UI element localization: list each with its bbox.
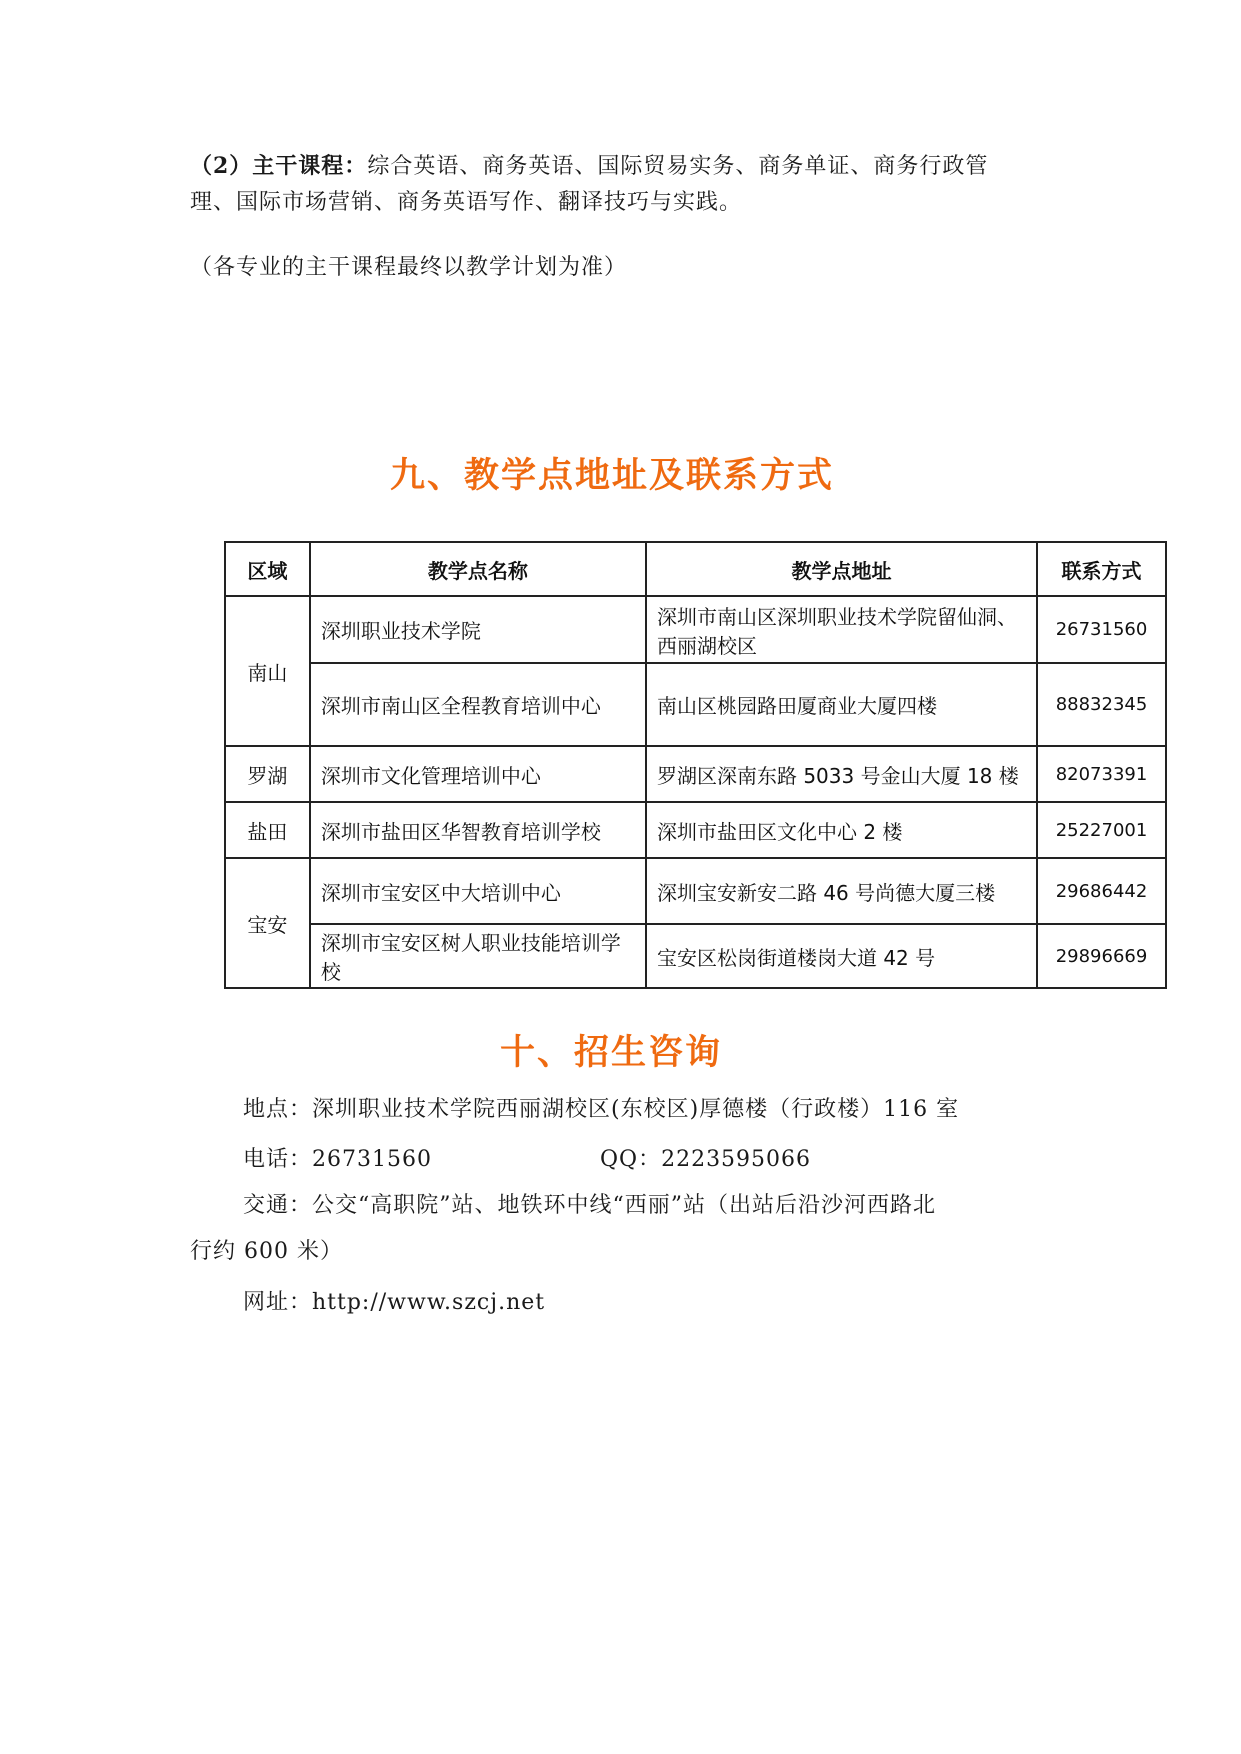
teaching-sites-table [224, 541, 1167, 989]
section-9-heading: 九、教学点地址及联系方式 [390, 456, 835, 496]
table-row [225, 746, 1166, 802]
transport-line: 交通：公交“高职院”站、地铁环中线“西丽”站（出站后沿沙河西路北 [243, 1193, 936, 1218]
header-site-name: 教学点名称 [310, 542, 646, 596]
site-name-cell: 深圳职业技术学院 [310, 596, 646, 663]
site-name-cell: 深圳市盐田区华智教育培训学校 [310, 802, 646, 858]
phone-line: 电话：26731560 [243, 1147, 432, 1172]
courses-label: （2）主干课程： [190, 153, 368, 179]
qq-line: QQ：2223595066 [600, 1147, 812, 1172]
region-cell: 盐田 [225, 802, 310, 858]
site-phone-cell: 82073391 [1037, 746, 1166, 802]
site-address-cell: 罗湖区深南东路 5033 号金山大厦 18 楼 [646, 746, 1037, 802]
website-link[interactable]: 网址：http://www.szcj.net [243, 1290, 546, 1315]
table-row [225, 663, 1166, 746]
site-phone-cell: 29686442 [1037, 858, 1166, 924]
site-name-cell: 深圳市南山区全程教育培训中心 [310, 663, 646, 746]
site-address-cell: 深圳市南山区深圳职业技术学院留仙洞、西丽湖校区 [646, 596, 1037, 663]
site-address-cell: 深圳宝安新安二路 46 号尚德大厦三楼 [646, 858, 1037, 924]
courses-text-line2: 理、国际市场营销、商务英语写作、翻译技巧与实践。 [190, 190, 743, 215]
region-cell: 南山 [225, 596, 310, 746]
site-name-cell: 深圳市宝安区中大培训中心 [310, 858, 646, 924]
header-contact: 联系方式 [1037, 542, 1166, 596]
table-row [225, 858, 1166, 924]
site-name-cell: 深圳市宝安区树人职业技能培训学校 [310, 924, 646, 988]
site-phone-cell: 88832345 [1037, 663, 1166, 746]
section-10-heading: 十、招生咨询 [500, 1033, 723, 1073]
table-row [225, 596, 1166, 663]
site-phone-cell: 26731560 [1037, 596, 1166, 663]
site-phone-cell: 29896669 [1037, 924, 1166, 988]
region-cell: 罗湖 [225, 746, 310, 802]
table-header-row [225, 542, 1166, 596]
header-site-address: 教学点地址 [646, 542, 1037, 596]
table-row [225, 802, 1166, 858]
courses-paragraph [190, 148, 1070, 221]
site-address-cell: 南山区桃园路田厦商业大厦四楼 [646, 663, 1037, 746]
table-row [225, 924, 1166, 988]
courses-text: 综合英语、商务英语、国际贸易实务、商务单证、商务行政管 [367, 154, 989, 179]
site-name-cell: 深圳市文化管理培训中心 [310, 746, 646, 802]
site-address-cell: 宝安区松岗街道楼岗大道 42 号 [646, 924, 1037, 988]
site-address-cell: 深圳市盐田区文化中心 2 楼 [646, 802, 1037, 858]
location-line: 地点：深圳职业技术学院西丽湖校区(东校区)厚德楼（行政楼）116 室 [243, 1097, 960, 1122]
header-region: 区域 [225, 542, 310, 596]
site-phone-cell: 25227001 [1037, 802, 1166, 858]
transport-line-continued: 行约 600 米） [190, 1239, 343, 1264]
courses-note: （各专业的主干课程最终以教学计划为准） [190, 255, 628, 280]
region-cell: 宝安 [225, 858, 310, 988]
